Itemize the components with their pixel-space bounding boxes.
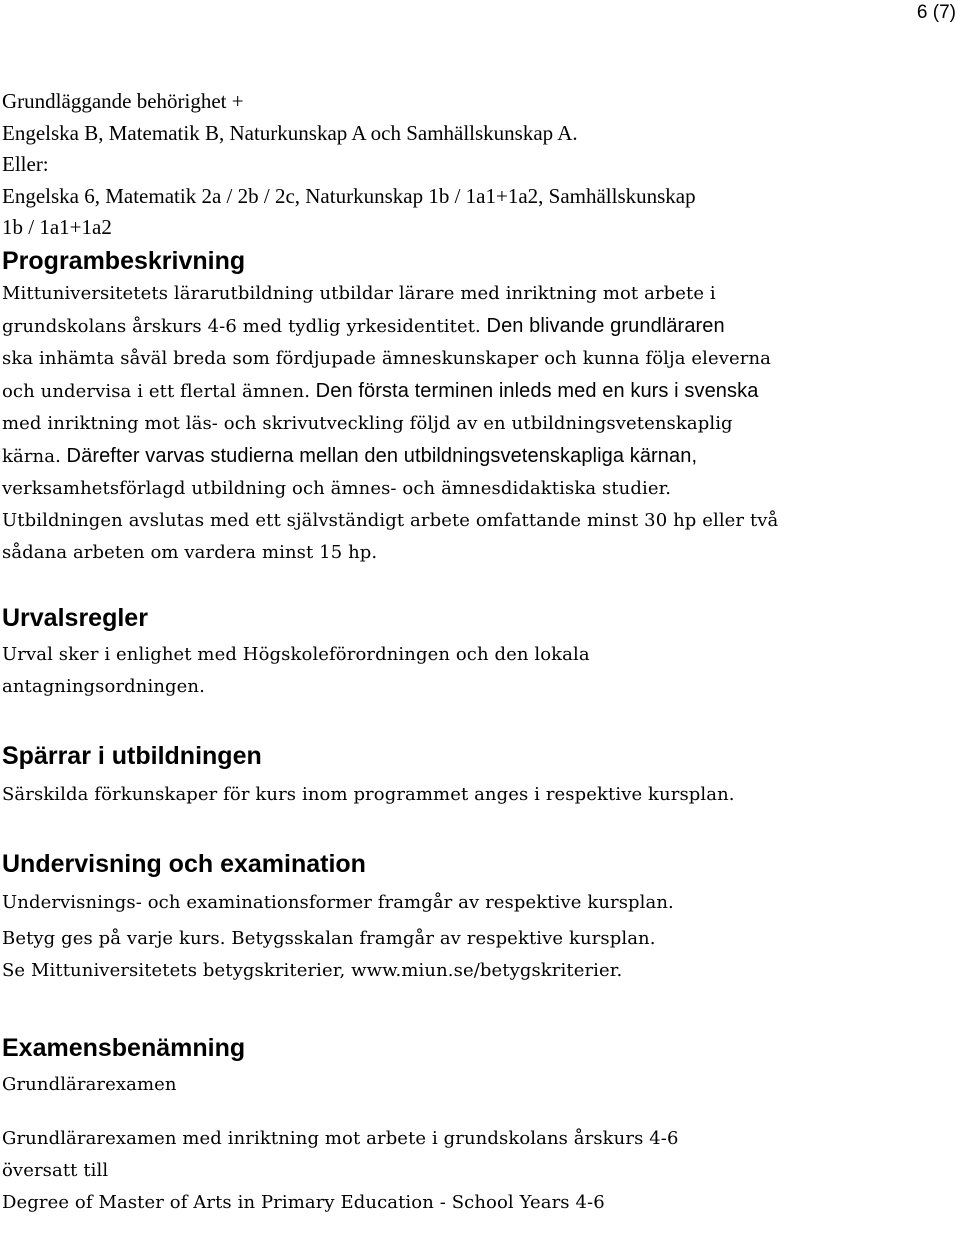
grading-criteria-text: Se Mittuniversitetets betygskriterier, www.miun.se/betygskriterier. — [2, 959, 623, 981]
grading-text: Betyg ges på varje kurs. Betygsskalan framgår av respektive kursplan. — [2, 927, 656, 949]
paragraph-line: ska inhämta såväl breda som fördjupade ämneskunskaper och kunna följa eleverna — [2, 347, 771, 369]
paragraph-line: och undervisa i ett flertal ämnen. — [2, 380, 311, 402]
requirement-line: Grundläggande behörighet + — [2, 89, 244, 113]
paragraph-line: med inriktning mot läs- och skrivutveckling följd av en utbildningsvetenskaplig — [2, 412, 733, 434]
barriers-heading: Spärrar i utbildningen — [2, 741, 262, 770]
translated-label: översatt till — [2, 1159, 109, 1181]
degree-english-name: Degree of Master of Arts in Primary Education - School Years 4-6 — [2, 1191, 605, 1213]
document-body — [2, 86, 942, 1219]
paragraph-line: grundskolans årskurs 4-6 med tydlig yrkesidentitet. — [2, 315, 481, 337]
paragraph-line: Den första terminen inleds med en kurs i svenska — [310, 379, 759, 402]
paragraph-line: antagningsordningen. — [2, 675, 205, 697]
program-description-heading: Programbeskrivning — [2, 246, 246, 275]
eligibility-requirements — [2, 86, 942, 244]
paragraph-line: kärna. — [2, 445, 61, 467]
paragraph-line: Utbildningen avslutas med ett självständigt arbete omfattande minst 30 hp eller två — [2, 509, 779, 531]
requirement-line: Engelska 6, Matematik 2a / 2b / 2c, Naturkunskap 1b / 1a1+1a2, Samhällskunskap — [2, 183, 696, 208]
page-number: 6 (7) — [916, 2, 956, 23]
paragraph-line: Mittuniversitetets lärarutbildning utbildar lärare med inriktning mot arbete i — [2, 282, 716, 304]
degree-name: Grundlärarexamen — [2, 1073, 177, 1095]
paragraph-line: Den blivande grundläraren — [480, 314, 725, 337]
degree-heading: Examensbenämning — [2, 1033, 246, 1062]
paragraph-line: verksamhetsförlagd utbildning och ämnes- och ämnesdidaktiska studier. — [2, 477, 672, 499]
degree-full-name: Grundlärarexamen med inriktning mot arbete i grundskolans årskurs 4-6 — [2, 1127, 679, 1149]
barriers-text: Särskilda förkunskaper för kurs inom programmet anges i respektive kursplan. — [2, 783, 735, 805]
paragraph-line: Därefter varvas studierna mellan den utbildningsvetenskapliga kärnan, — [60, 444, 698, 467]
degree-details — [2, 1123, 942, 1219]
selection-rules-text — [2, 639, 942, 703]
program-description-text — [2, 278, 942, 569]
requirement-line: 1b / 1a1+1a2 — [2, 215, 112, 239]
requirement-line: Engelska B, Matematik B, Naturkunskap A och Samhällskunskap A. — [2, 120, 578, 145]
requirement-line: Eller: — [2, 152, 49, 176]
teaching-heading: Undervisning och examination — [2, 849, 366, 878]
teaching-text: Undervisnings- och examinationsformer framgår av respektive kursplan. — [2, 891, 674, 913]
selection-rules-heading: Urvalsregler — [2, 603, 148, 632]
paragraph-line: sådana arbeten om vardera minst 15 hp. — [2, 541, 378, 563]
paragraph-line: Urval sker i enlighet med Högskoleförordningen och den lokala — [2, 643, 590, 665]
